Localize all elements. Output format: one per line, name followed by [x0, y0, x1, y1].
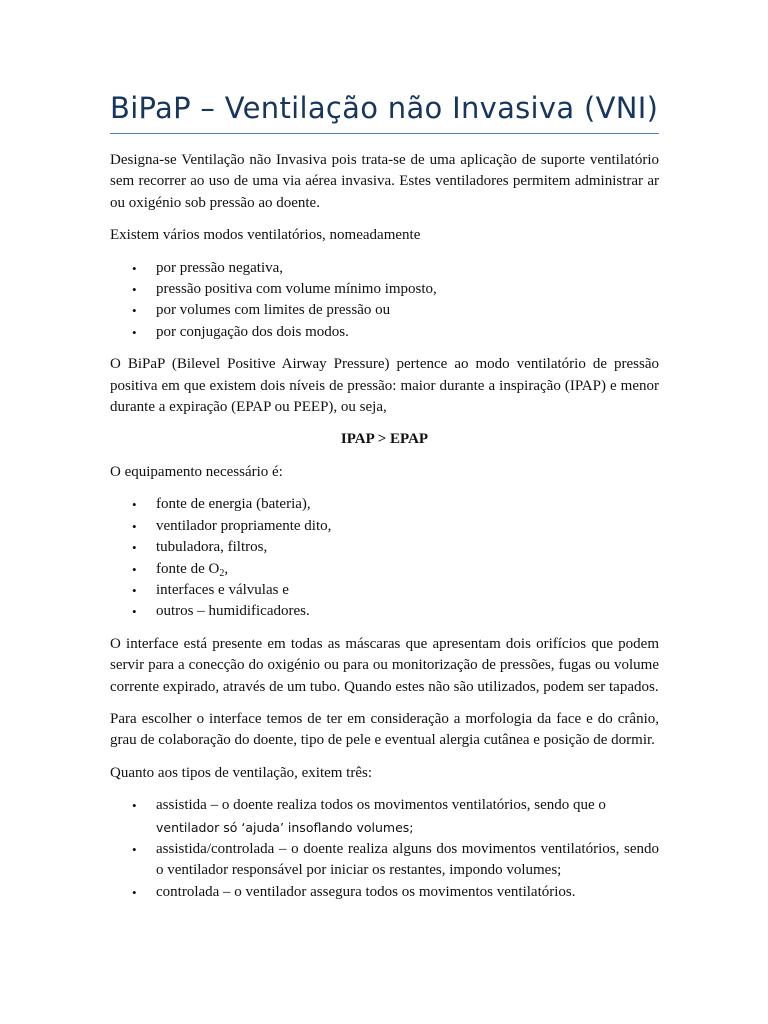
bullet-icon: • [132, 497, 137, 513]
list-item: • pressão positiva com volume mínimo imposto, [110, 279, 659, 300]
list-item [110, 882, 659, 903]
bipap-paragraph: O BiPaP (Bilevel Positive Airway Pressure) pertence ao modo ventilatório de pressão positiva em que existem dois níveis de pressão: maior durante a inspiração (IPAP) e menor durante a expiração (EPAP ou PEEP), ou seja, [110, 356, 659, 416]
equipment-list [110, 494, 659, 622]
list-item [110, 839, 659, 882]
bullet-icon: • [132, 518, 137, 534]
bullet-icon: • [132, 260, 137, 276]
list-item: • por pressão negativa, [110, 258, 659, 279]
list-item: • interfaces e válvulas e [110, 580, 659, 601]
formula: IPAP > EPAP [340, 431, 429, 448]
ventilation-types-list [110, 795, 659, 903]
list-item: • fonte de energia (bateria), [110, 494, 659, 515]
bullet-icon: • [132, 798, 137, 814]
bullet-icon: • [132, 841, 137, 857]
type-assistida-controlada: assistida/controlada – o doente realiza alguns dos movimentos ventilatórios, sendo o ventilador responsável por iniciar os restantes, impondo volumes; [156, 840, 659, 879]
bullet-icon: • [132, 884, 137, 900]
choose-interface-paragraph: Para escolher o interface temos de ter em consideração a morfologia da face e do crânio, grau de colaboração do doente, tipo de pele e eventual alergia cutânea e posição de dormir. [110, 710, 659, 749]
list-item: • por volumes com limites de pressão ou [110, 300, 659, 321]
modes-list [110, 258, 659, 344]
types-intro-paragraph: Quanto aos tipos de ventilação, exitem três: [110, 764, 373, 781]
bullet-icon: • [132, 303, 137, 319]
document-body [110, 150, 659, 914]
list-item: • tubuladora, filtros, [110, 537, 659, 558]
title-block [110, 88, 659, 134]
bullet-icon: • [132, 604, 137, 620]
interface-paragraph: O interface está presente em todas as máscaras que apresentam dois orifícios que podem servir para a conecção do oxigénio ou para ou monitorização de pressões, fugas ou volume corrente expirado, através de um tubo. Quando estes não são utilizados, podem ser tapados. [110, 635, 659, 695]
document-title: BiPaP – Ventilação não Invasiva (VNI) [110, 91, 659, 125]
list-item [110, 795, 659, 839]
intro-paragraph: Designa-se Ventilação não Invasiva pois trata-se de uma aplicação de suporte ventilatório sem recorrer ao uso de uma via aérea invasiva. Estes ventiladores permitem administrar ar ou oxigénio sob pressão ao doente. [110, 152, 659, 211]
list-item: • ventilador propriamente dito, [110, 516, 659, 537]
type-assistida-line2: ventilador só ‘ajuda’ insoflando volumes; [156, 819, 414, 835]
bullet-icon: • [132, 540, 137, 556]
type-assistida-line1: assistida – o doente realiza todos os movimentos ventilatórios, sendo que o [156, 797, 606, 814]
bullet-icon: • [132, 282, 137, 298]
list-item: • outros – humidificadores. [110, 601, 659, 622]
bullet-icon: • [132, 582, 137, 598]
equipment-intro-paragraph: O equipamento necessário é: [110, 463, 283, 480]
modes-intro-paragraph: Existem vários modos ventilatórios, nomeadamente [110, 227, 421, 244]
bullet-icon: • [132, 324, 137, 340]
type-controlada: controlada – o ventilador assegura todos os movimentos ventilatórios. [156, 883, 576, 900]
bullet-icon: • [132, 561, 137, 577]
list-item: • fonte de $O_2$, [132, 560, 229, 579]
list-item: • por conjugação dos dois modos. [110, 322, 659, 343]
